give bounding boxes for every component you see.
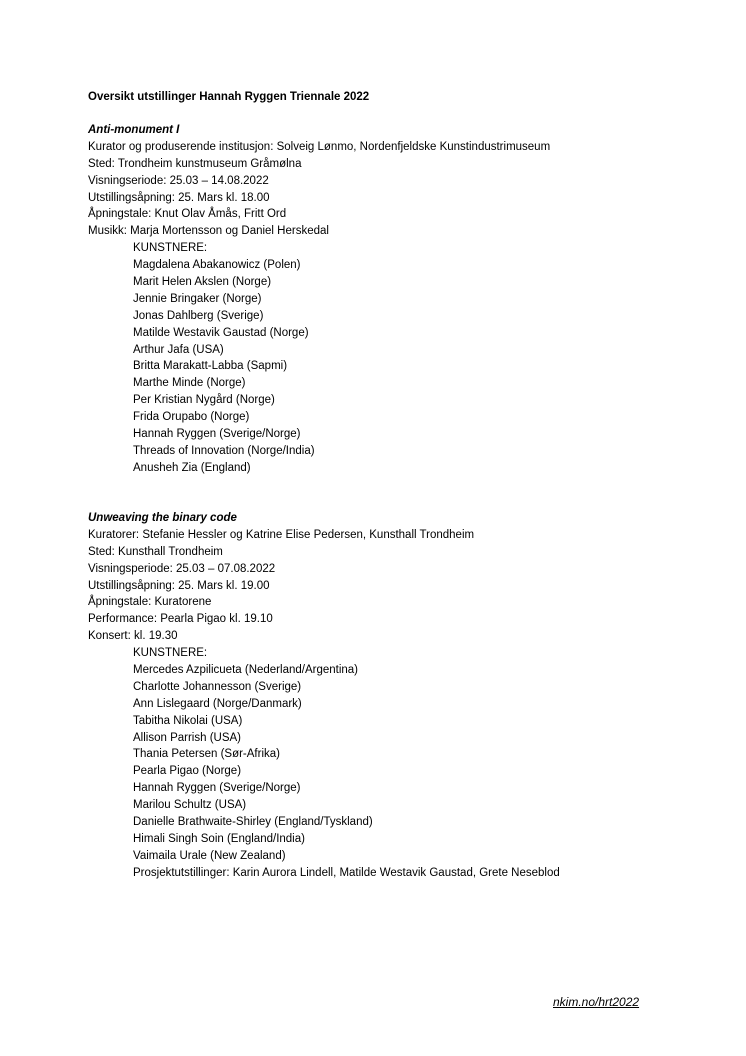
footer-website-link[interactable]: nkim.no/hrt2022 [553,995,640,1009]
artist-item: Magdalena Abakanowicz (Polen) [133,259,301,272]
artist-item: Hannah Ryggen (Sverige/Norge) [133,782,301,795]
artist-item: Danielle Brathwaite-Shirley (England/Tyskland) [133,816,373,829]
section-title: Unweaving the binary code [88,512,237,524]
section-unweaving [88,510,728,882]
detail-line: Åpningstale: Knut Olav Åmås, Fritt Ord [88,208,287,221]
artist-item: Jonas Dahlberg (Sverige) [133,309,264,322]
detail-line: Konsert: kl. 19.30 [88,630,178,643]
detail-line: Sted: Kunsthall Trondheim [88,545,223,558]
artists-heading: KUNSTNERE: [133,647,208,660]
detail-line: Sted: Trondheim kunstmuseum Gråmølna [88,157,302,170]
detail-line: Musikk: Marja Mortensson og Daniel Herskedal [88,225,329,238]
detail-line: Kuratorer: Stefanie Hessler og Katrine Elise Pedersen, Kunsthall Trondheim [88,528,475,541]
detail-line: Kurator og produserende institusjon: Solveig Lønmo, Nordenfjeldske Kunstindustrimuseum [88,140,551,153]
detail-line: Visningseriode: 25.03 – 14.08.2022 [88,174,269,187]
artists-heading: KUNSTNERE: [133,242,208,255]
artist-item: Threads of Innovation (Norge/India) [133,444,315,457]
section-title: Anti-monument I [88,124,180,136]
artist-item: Tabitha Nikolai (USA) [133,714,243,727]
detail-line: Utstillingsåpning: 25. Mars kl. 18.00 [88,191,270,204]
artist-item: Jennie Bringaker (Norge) [133,292,262,305]
artist-item: Hannah Ryggen (Sverige/Norge) [133,428,301,441]
artist-item: Himali Singh Soin (England/India) [133,832,305,845]
document-title: Oversikt utstillinger Hannah Ryggen Triennale 2022 [88,91,370,103]
artist-item: Charlotte Johannesson (Sverige) [133,680,302,693]
detail-line: Utstillingsåpning: 25. Mars kl. 19.00 [88,579,270,592]
artist-item: Thania Petersen (Sør-Afrika) [133,748,280,761]
artist-item: Pearla Pigao (Norge) [133,765,242,778]
detail-line: Visningsperiode: 25.03 – 07.08.2022 [88,562,276,575]
artist-item: Arthur Jafa (USA) [133,343,224,356]
artist-item: Ann Lislegaard (Norge/Danmark) [133,697,302,710]
artist-item: Britta Marakatt-Labba (Sapmi) [133,360,288,373]
artist-item: Per Kristian Nygård (Norge) [133,394,275,407]
detail-line: Åpningstale: Kuratorene [88,596,212,609]
artist-item: Prosjektutstillinger: Karin Aurora Lindell, Matilde Westavik Gaustad, Grete Neseblod [133,866,560,879]
section-anti-monument [88,122,728,477]
artist-item: Marit Helen Akslen (Norge) [133,276,272,289]
artist-item: Marilou Schultz (USA) [133,799,247,812]
artist-item: Frida Orupabo (Norge) [133,411,250,424]
artist-item: Matilde Westavik Gaustad (Norge) [133,326,309,339]
artist-item: Vaimaila Urale (New Zealand) [133,849,286,862]
artist-item: Marthe Minde (Norge) [133,377,246,390]
artist-item: Allison Parrish (USA) [133,731,241,744]
artist-item: Mercedes Azpilicueta (Nederland/Argentina) [133,664,359,677]
artist-item: Anusheh Zia (England) [133,461,251,474]
detail-line: Performance: Pearla Pigao kl. 19.10 [88,613,273,626]
